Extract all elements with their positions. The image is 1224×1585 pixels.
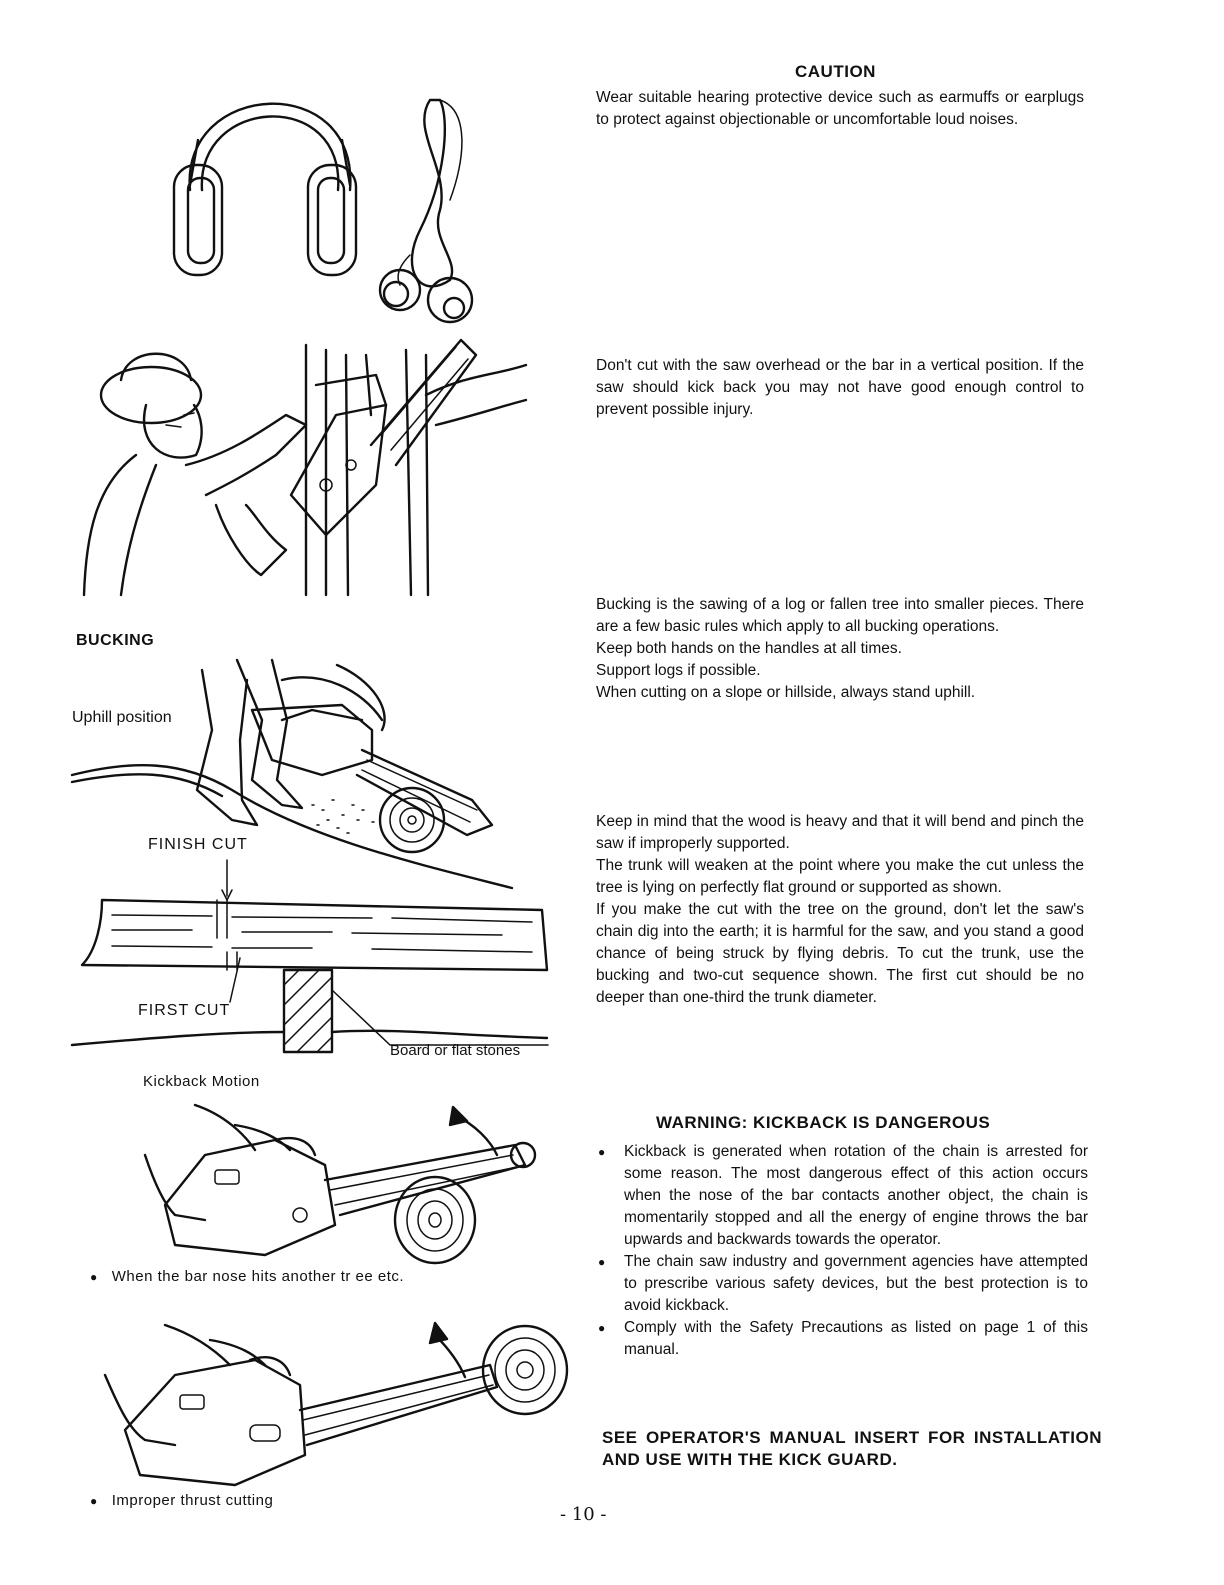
hearing-protection-illustration: [160, 70, 520, 340]
caution-title: CAUTION: [795, 62, 876, 81]
earmuffs-icon: [174, 104, 356, 275]
warning-title: WARNING: KICKBACK IS DANGEROUS: [656, 1113, 991, 1132]
bullet-icon: ●: [90, 1270, 98, 1284]
first-cut-pointer: [230, 958, 240, 1002]
bucking-text: [596, 594, 1084, 704]
uphill-bucking-illustration: [72, 650, 522, 895]
kickback-thrust-illustration: [85, 1315, 575, 1487]
earplugs-icon: [380, 100, 472, 322]
first-cut-label: FIRST CUT: [138, 1002, 231, 1019]
wood-text: [596, 811, 1084, 1009]
kickback-motion-label: Kickback Motion: [143, 1073, 260, 1090]
kickback-bar-nose-illustration: [105, 1095, 545, 1265]
bucking-line: Support logs if possible.: [596, 662, 761, 679]
caption-thrust: ● Improper thrust cutting: [90, 1492, 274, 1509]
warning-list: [596, 1141, 1088, 1361]
overhead-text: Don't cut with the saw overhead or the bar in a vertical position. If the saw should kick back you may not have good enough control to prevent possible injury.: [596, 357, 1084, 418]
bucking-line: Bucking is the sawing of a log or fallen tree into smaller pieces. There are a few basic rules which apply to all bucking operations.: [596, 596, 1084, 635]
support-block-icon: [284, 970, 332, 1052]
caution-text: Wear suitable hearing protective device such as earmuffs or earplugs to protect against objectionable or uncomfortable loud noises.: [596, 89, 1084, 128]
uphill-label: Uphill position: [72, 709, 172, 726]
warning-bullet: ● Comply with the Safety Precautions as listed on page 1 of this manual.: [596, 1317, 1088, 1361]
page-number: - 10 -: [560, 1504, 607, 1525]
wood-line: If you make the cut with the tree on the ground, don't let the saw's chain dig into the earth; it is harmful for the saw, and you stand a good chance of being struck by flying debris. To cut the trunk, use the bucking and two-cut sequence shown. The first cut should be no deeper than one-third the trunk diameter.: [596, 901, 1084, 1006]
warning-bullet: ● The chain saw industry and government agencies have attempted to prescribe various safety devices, but the best protection is to avoid kickback.: [596, 1251, 1088, 1317]
log-icon: [483, 1326, 567, 1414]
chainsaw-icon: [252, 705, 492, 835]
warning-bullet: ● Kickback is generated when rotation of the chain is arrested for some reason. The most dangerous effect of this action occurs when the nose of the bar contacts another object, the chain is momentarily stopped and all the energy of engine throws the bar upwards and backwards towards the operator.: [596, 1141, 1088, 1251]
tree-icon: [306, 345, 526, 595]
support-label: Board or flat stones: [390, 1042, 521, 1059]
ground-line: [72, 1031, 547, 1045]
kick-guard-notice: SEE OPERATOR'S MANUAL INSERT FOR INSTALLATION AND USE WITH THE KICK GUARD.: [602, 1428, 1102, 1469]
bucking-line: When cutting on a slope or hillside, always stand uphill.: [596, 684, 976, 701]
chainsaw-icon: [125, 1357, 497, 1485]
sawdust-icon: [312, 800, 374, 833]
finish-cut-label: FINISH CUT: [148, 836, 248, 853]
chainsaw-icon: [291, 340, 476, 535]
finish-cut-slot: [217, 900, 227, 938]
operator-legs-icon: [197, 660, 385, 825]
log-icon: [380, 788, 444, 852]
bucking-heading: BUCKING: [76, 632, 155, 649]
wood-line: Keep in mind that the wood is heavy and that it will bend and pinch the saw if improperly supported.: [596, 813, 1084, 852]
bullet-icon: ●: [90, 1494, 98, 1508]
caption-bar-nose: ● When the bar nose hits another tr ee etc.: [90, 1268, 405, 1285]
overhead-cutting-illustration: [76, 335, 526, 597]
bucking-line: Keep both hands on the handles at all times.: [596, 640, 902, 657]
cut-sequence-diagram: [72, 860, 552, 1075]
wood-line: The trunk will weaken at the point where you make the cut unless the tree is lying on perfectly flat ground or supported as shown.: [596, 857, 1084, 896]
log-side-view: [82, 900, 547, 970]
worker-icon: [84, 354, 306, 595]
